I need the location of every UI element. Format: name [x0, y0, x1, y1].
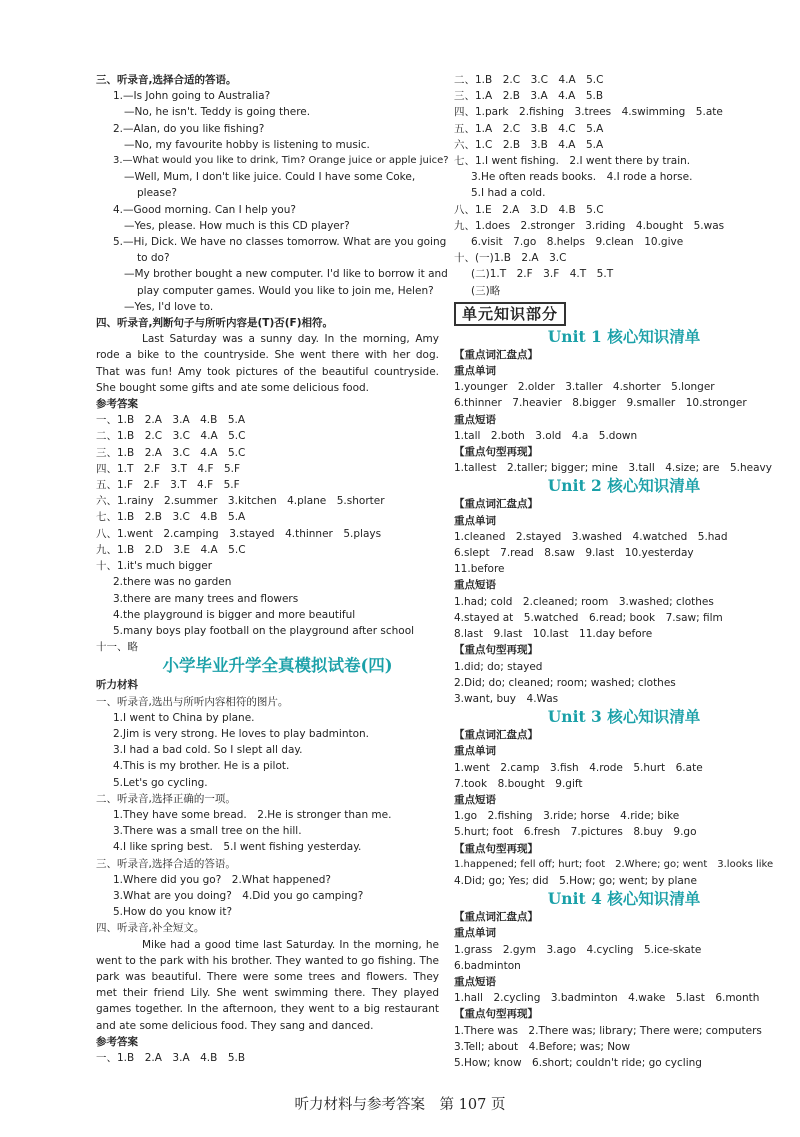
text-line: 1.tall 2.both 3.old 4.a 5.down [454, 429, 638, 442]
section-heading: 重点短语 [454, 579, 496, 592]
text-line: 5.How; know 6.short; couldn't ride; go cycling [454, 1056, 702, 1069]
text-line: 二、1.B 2.C 3.C 4.A 5.C [96, 430, 246, 443]
text-line: 1.tallest 2.taller; bigger; mine 3.tall 4.size; are 5.heavy [454, 462, 772, 475]
text-line: 四、1.T 2.F 3.T 4.F 5.F [96, 462, 241, 475]
text-line: 1.—Is John going to Australia? [113, 90, 271, 103]
text-line: 8.last 9.last 10.last 11.day before [454, 628, 653, 641]
text-line: 十一、略 [96, 641, 138, 654]
text-line: 二、1.B 2.C 3.C 4.A 5.C [454, 74, 604, 86]
section-heading: 四、听录音,判断句子与所听内容是(T)否(F)相符。 [96, 317, 334, 330]
text-line: 十、1.it's much bigger [96, 560, 213, 573]
unit-title: Unit 2 核心知识清单 [547, 476, 701, 496]
text-line: 4.stayed at 5.watched 6.read; book 7.saw; film [454, 611, 723, 624]
text-line: 九、1.does 2.stronger 3.riding 4.bought 5.was [454, 219, 725, 232]
exam-title: 小学毕业升学全真模拟试卷(四) [162, 656, 393, 676]
text-line: 4.—Good morning. Can I help you? [113, 203, 296, 216]
text-line: please? [137, 187, 177, 200]
text-line: 6.thinner 7.heavier 8.bigger 9.smaller 10.stronger [454, 397, 747, 410]
section-heading: 重点短语 [454, 975, 496, 988]
text-line: 九、1.B 2.D 3.E 4.A 5.C [96, 543, 246, 556]
text-line: 六、1.rainy 2.summer 3.kitchen 4.plane 5.shorter [96, 495, 385, 508]
text-line: 1.had; cold 2.cleaned; room 3.washed; clothes [454, 595, 714, 608]
text-line: 七、1.I went fishing. 2.I went there by train. [454, 155, 691, 168]
text-line: 5.—Hi, Dick. We have no classes tomorrow. What are you going [113, 236, 447, 249]
text-line: —My brother bought a new computer. I'd like to borrow it and [124, 268, 448, 281]
text-line: 4.I like spring best. 5.I went fishing yesterday. [113, 841, 362, 854]
section-heading: 重点短语 [454, 413, 496, 426]
section-heading: 【重点词汇盘点】 [454, 348, 538, 361]
text-line: 3.What are you doing? 4.Did you go camping? [113, 889, 364, 902]
text-line: —Well, Mum, I don't like juice. Could I have some Coke, [124, 171, 416, 184]
text-line: 1.happened; fell off; hurt; foot 2.Where; go; went 3.looks like [454, 858, 774, 870]
text-line: 6.badminton [454, 959, 521, 972]
text-line: 5.Let's go cycling. [113, 776, 208, 789]
text-line: 5.I had a cold. [471, 187, 546, 200]
text-line: 三、听录音,选择合适的答语。 [96, 857, 236, 870]
section-heading: 重点单词 [454, 365, 496, 378]
left-column [96, 72, 449, 1066]
text-line: 3.there are many trees and flowers [113, 592, 299, 605]
text-line: 1.They have some bread. 2.He is stronger than me. [113, 808, 392, 821]
text-line: 3.There was a small tree on the hill. [113, 825, 302, 838]
section-heading: 【重点句型再现】 [454, 842, 538, 855]
text-line: —Yes, please. How much is this CD player? [124, 219, 350, 232]
text-line: 4.Did; go; Yes; did 5.How; go; went; by plane [454, 874, 697, 887]
text-line: to do? [137, 252, 170, 265]
section-heading: 【重点词汇盘点】 [454, 911, 538, 924]
text-line: 二、听录音,选择正确的一项。 [96, 792, 236, 805]
text-line: 1.grass 2.gym 3.ago 4.cycling 5.ice-skate [454, 943, 702, 956]
text-line: 1.hall 2.cycling 3.badminton 4.wake 5.last 6.month [454, 992, 760, 1005]
text-line: (二)1.T 2.F 3.F 4.T 5.T [471, 268, 614, 281]
text-line: 3.He often reads books. 4.I rode a horse. [471, 171, 693, 184]
text-line: 八、1.went 2.camping 3.stayed 4.thinner 5.plays [96, 527, 382, 540]
text-line: 1.There was 2.There was; library; There were; computers [454, 1024, 762, 1037]
section-heading: 参考答案 [96, 1035, 138, 1048]
section-heading: 【重点词汇盘点】 [454, 729, 538, 742]
section-heading: 重点单词 [454, 927, 496, 940]
right-column [454, 72, 794, 1071]
text-line: 三、1.A 2.B 3.A 4.A 5.B [454, 90, 604, 103]
text-line: 3.I had a bad cold. So I slept all day. [113, 744, 303, 757]
text-line: 1.cleaned 2.stayed 3.washed 4.watched 5.had [454, 530, 728, 543]
text-line: 11.before [454, 563, 505, 576]
section-box-heading [454, 299, 794, 327]
text-line: 2.Did; do; cleaned; room; washed; clothes [454, 676, 676, 689]
text-line: 4.This is my brother. He is a pilot. [113, 760, 290, 773]
section-heading: 重点单词 [454, 514, 496, 527]
section-heading: 【重点句型再现】 [454, 1008, 538, 1021]
text-line: 3.Tell; about 4.Before; was; Now [454, 1040, 631, 1053]
section-heading: 【重点词汇盘点】 [454, 498, 538, 511]
text-line: 3.want, buy 4.Was [454, 692, 559, 705]
text-line: 五、1.F 2.F 3.T 4.F 5.F [96, 479, 240, 492]
text-line: 七、1.B 2.B 3.C 4.B 5.A [96, 511, 246, 524]
section-heading: 重点单词 [454, 745, 496, 758]
text-line: 六、1.C 2.B 3.B 4.A 5.A [454, 138, 604, 151]
unit-title: Unit 3 核心知识清单 [547, 707, 701, 727]
text-line: 1.I went to China by plane. [113, 711, 255, 724]
text-line: 1.Where did you go? 2.What happened? [113, 873, 331, 886]
passage-paragraph: Last Saturday was a sunny day. In the morning, Amy rode a bike to the countryside. She went there with her dog. That was fun! Amy took pictures of the beautiful countryside. She bought some gifts and ate some delicious food. [96, 333, 439, 394]
text-line: 5.many boys play football on the playground after school [113, 624, 415, 637]
text-line: 2.—Alan, do you like fishing? [113, 122, 265, 135]
text-line: 一、1.B 2.A 3.A 4.B 5.B [96, 1051, 246, 1064]
text-line: 1.went 2.camp 3.fish 4.rode 5.hurt 6.ate [454, 761, 703, 774]
section-heading: 参考答案 [96, 398, 138, 411]
section-box-heading-text: 单元知识部分 [454, 302, 566, 326]
text-line: 2.Jim is very strong. He loves to play badminton. [113, 727, 370, 740]
text-line: 1.did; do; stayed [454, 660, 543, 673]
text-line: —No, he isn't. Teddy is going there. [124, 106, 311, 119]
text-line: play computer games. Would you like to join me, Helen? [137, 284, 434, 297]
passage-paragraph: Mike had a good time last Saturday. In the morning, he went to the park with his brother. They wanted to go fishing. The park was beautiful. There were some trees and flowers. They met their friend Lily. She went swimming there. They played games together. In the afternoon, they went to a big restaurant and ate some delicious food. They sang and danced. [96, 938, 439, 1032]
unit-title: Unit 4 核心知识清单 [547, 889, 701, 909]
text-line: 7.took 8.bought 9.gift [454, 777, 583, 790]
text-line: —No, my favourite hobby is listening to music. [124, 138, 370, 151]
unit-title: Unit 1 核心知识清单 [547, 326, 701, 346]
text-line: 5.How do you know it? [113, 906, 233, 919]
text-line: 4.the playground is bigger and more beautiful [113, 608, 356, 621]
text-line: 1.younger 2.older 3.taller 4.shorter 5.longer [454, 381, 715, 394]
section-heading: 重点短语 [454, 793, 496, 806]
text-line: 1.go 2.fishing 3.ride; horse 4.ride; bike [454, 810, 680, 823]
text-line: 八、1.E 2.A 3.D 4.B 5.C [454, 203, 604, 216]
section-heading: 听力材料 [96, 679, 138, 692]
page-footer: 听力材料与参考答案 第 107 页 [294, 1097, 506, 1113]
text-line: 十、(一)1.B 2.A 3.C [454, 252, 567, 265]
text-line: —Yes, I'd love to. [124, 300, 214, 313]
text-line: 6.slept 7.read 8.saw 9.last 10.yesterday [454, 547, 694, 560]
text-line: 四、1.park 2.fishing 3.trees 4.swimming 5.ate [454, 106, 723, 119]
text-line: 2.there was no garden [113, 576, 232, 589]
text-line: 四、听录音,补全短文。 [96, 922, 205, 935]
section-heading: 【重点句型再现】 [454, 446, 538, 459]
section-heading: 【重点句型再现】 [454, 644, 538, 657]
text-line: 五、1.A 2.C 3.B 4.C 5.A [454, 122, 604, 135]
text-line: 三、1.B 2.A 3.C 4.A 5.C [96, 446, 246, 459]
text-line: 一、听录音,选出与所听内容相符的图片。 [96, 695, 289, 708]
section-heading: 三、听录音,选择合适的答语。 [96, 74, 237, 86]
text-line: (三)略 [471, 284, 501, 297]
text-line: 5.hurt; foot 6.fresh 7.pictures 8.buy 9.go [454, 826, 697, 839]
text-line: 6.visit 7.go 8.helps 9.clean 10.give [471, 236, 684, 249]
text-line: 一、1.B 2.A 3.A 4.B 5.A [96, 414, 246, 427]
text-line: 3.—What would you like to drink, Tim? Orange juice or apple juice? [113, 155, 449, 167]
